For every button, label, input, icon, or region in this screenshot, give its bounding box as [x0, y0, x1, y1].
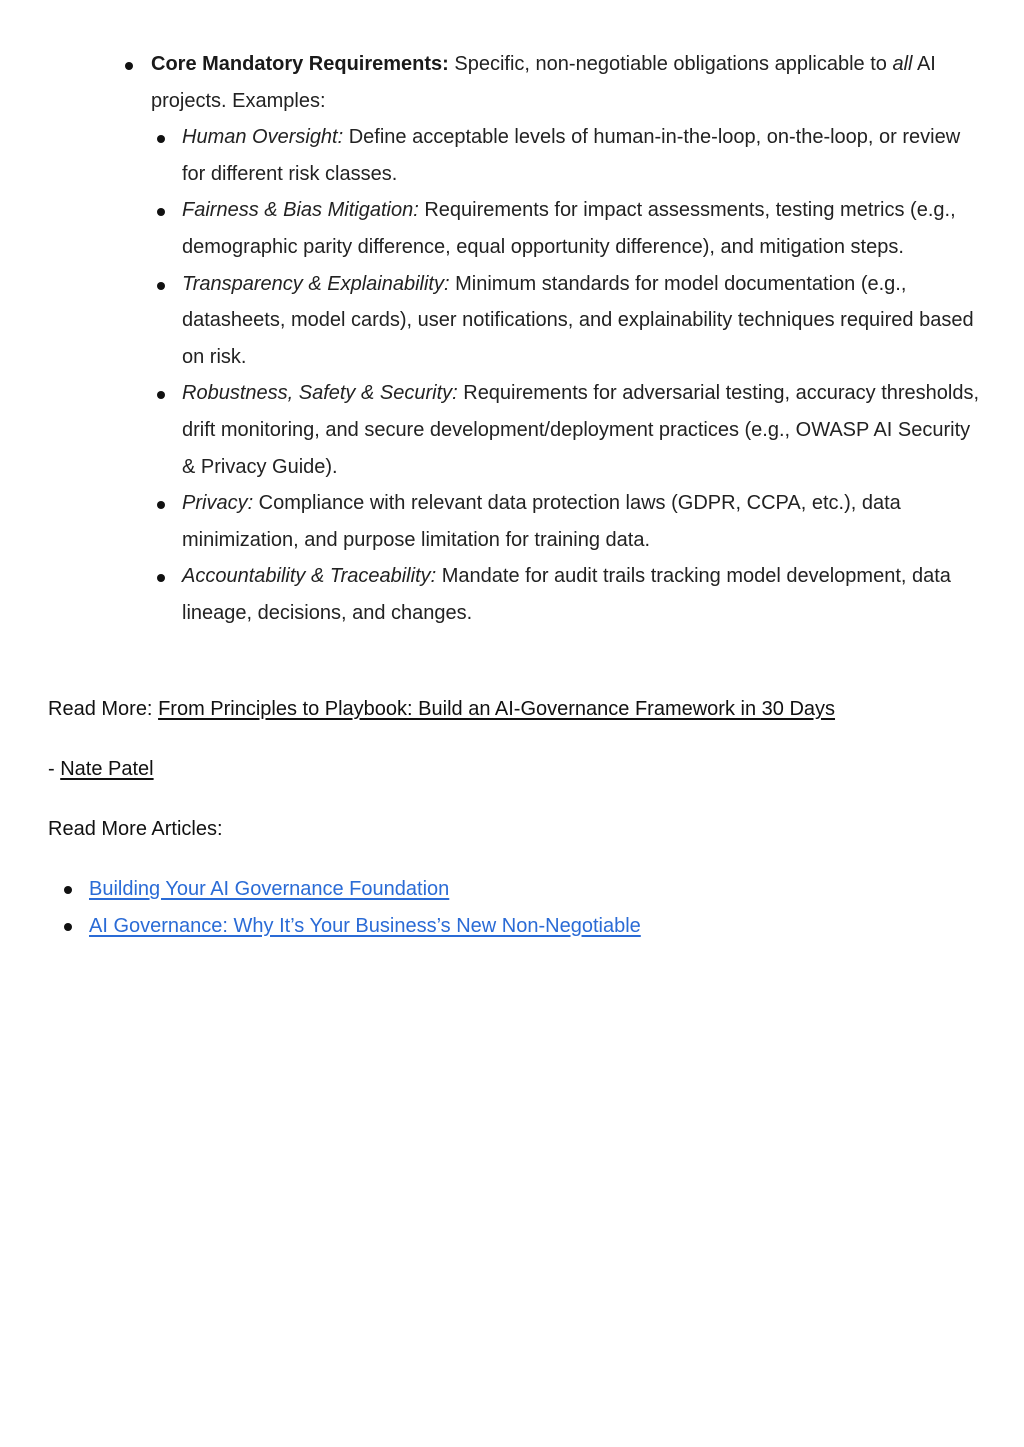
- author-line: [48, 752, 154, 786]
- read-more-articles-heading: Read More Articles:: [48, 818, 223, 840]
- list-item: [62, 871, 641, 908]
- author-link[interactable]: Nate Patel: [60, 758, 154, 780]
- item-label: Robustness, Safety & Security:: [182, 382, 458, 405]
- item-text: Mandate for audit trails tracking model development, data lineage, decisions, and changes.: [182, 565, 951, 624]
- read-more-link[interactable]: From Principles to Playbook: Build an AI-Governance Framework in 30 Days: [158, 698, 836, 720]
- examples-list: [151, 119, 985, 631]
- list-item-human-oversight: [151, 119, 985, 192]
- read-more-line: [48, 692, 835, 726]
- item-text: Requirements for adversarial testing, accuracy thresholds, drift monitoring, and secure development/deployment practices (e.g., OWASP AI Security & Privacy Guide).: [182, 382, 980, 478]
- core-requirements-text: Specific, non-negotiable obligations applicable to: [448, 53, 893, 75]
- list-item-transparency: [151, 266, 985, 376]
- requirements-list: [125, 46, 985, 632]
- articles-list: [62, 871, 641, 944]
- item-label: Human Oversight:: [182, 126, 344, 149]
- core-requirements-text-end: AI projects. Examples:: [151, 53, 936, 112]
- list-item-robustness: [151, 375, 985, 485]
- item-text: Define acceptable levels of human-in-the-loop, on-the-loop, or review for different risk classes.: [182, 126, 961, 185]
- read-more-prefix: Read More:: [48, 698, 159, 720]
- article-link-foundation[interactable]: Building Your AI Governance Foundation: [89, 878, 450, 900]
- list-item: [62, 908, 641, 945]
- author-prefix: -: [48, 758, 61, 780]
- list-item-accountability: [151, 558, 985, 631]
- item-label: Fairness & Bias Mitigation:: [182, 199, 419, 222]
- list-item-fairness: [151, 192, 985, 265]
- item-label: Transparency & Explainability:: [182, 272, 450, 295]
- list-item-privacy: [151, 485, 985, 558]
- core-requirements-emphasis: all: [892, 53, 913, 75]
- item-text: Compliance with relevant data protection laws (GDPR, CCPA, etc.), data minimization, and purpose limitation for training data.: [182, 492, 901, 551]
- item-text: Requirements for impact assessments, testing metrics (e.g., demographic parity difference, equal opportunity difference), and mitigation steps.: [182, 199, 956, 258]
- core-requirements-item: [125, 46, 985, 632]
- core-requirements-label: Core Mandatory Requirements:: [151, 53, 449, 75]
- item-label: Privacy:: [182, 492, 254, 515]
- article-link-non-negotiable[interactable]: AI Governance: Why It’s Your Business’s New Non-Negotiable: [89, 914, 641, 937]
- item-text: Minimum standards for model documentation (e.g., datasheets, model cards), user notifications, and explainability techniques required based on risk.: [182, 272, 974, 368]
- item-label: Accountability & Traceability:: [182, 565, 437, 588]
